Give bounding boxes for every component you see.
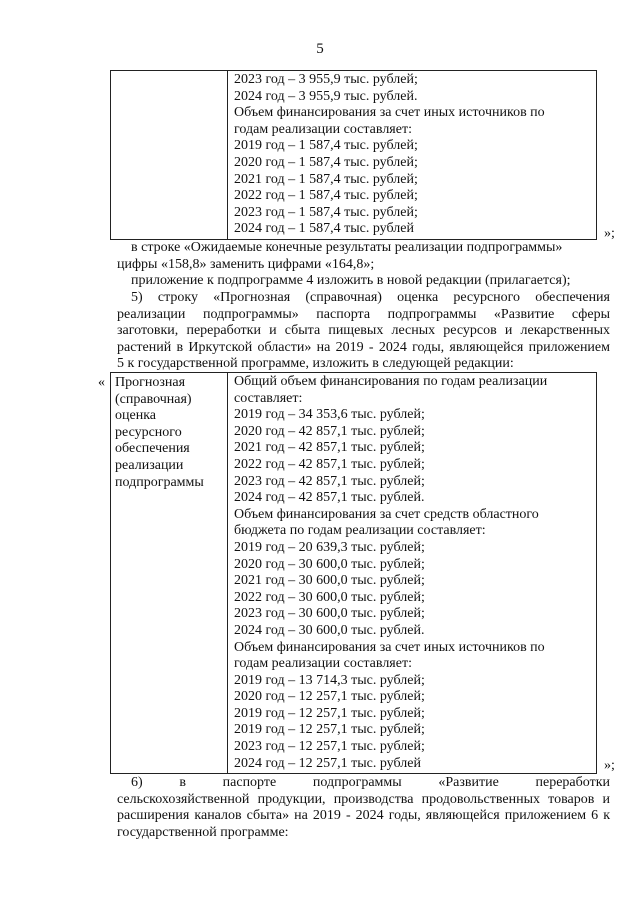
- table-line: 2019 год – 12 257,1 тыс. рублей;: [234, 722, 425, 738]
- table-line: 2020 год – 1 587,4 тыс. рублей;: [234, 154, 418, 170]
- table-line: 2023 год – 12 257,1 тыс. рублей;: [234, 739, 425, 755]
- paragraph-item-6: [117, 775, 610, 841]
- table-line: 2023 год – 3 955,9 тыс. рублей;: [234, 72, 418, 87]
- table-line: 2024 год – 42 857,1 тыс. рублей.: [234, 490, 425, 506]
- paragraph-line: в строке «Ожидаемые конечные результаты реализации подпрограммы»: [131, 240, 563, 255]
- paragraph-item-5: [117, 290, 610, 373]
- table-line: 2024 год – 1 587,4 тыс. рублей: [234, 221, 414, 237]
- table-left-cell-empty: [111, 71, 228, 240]
- table-line: Объем финансирования за счет иных источников по: [234, 639, 545, 655]
- paragraph-appendix: [131, 273, 610, 290]
- table-line: годам реализации составляет:: [234, 121, 412, 137]
- paragraph-line: приложение к подпрограмме 4 изложить в новой редакции (прилагается);: [131, 273, 571, 288]
- table-line: 2024 год – 3 955,9 тыс. рублей.: [234, 88, 418, 104]
- table-line: 2019 год – 12 257,1 тыс. рублей;: [234, 705, 425, 721]
- table-right-cell: [228, 373, 597, 774]
- financing-table-forecast: [110, 372, 597, 774]
- row-label-line: подпрограммы: [115, 474, 204, 490]
- table-line: 2021 год – 42 857,1 тыс. рублей;: [234, 440, 425, 456]
- table-line: 2019 год – 20 639,3 тыс. рублей;: [234, 539, 425, 555]
- table-line: составляет:: [234, 390, 303, 406]
- paragraph-line: государственной программе:: [117, 824, 289, 840]
- financing-table-continued: [110, 70, 597, 240]
- paragraph-line: 5 к государственной программе, изложить в следующей редакции:: [117, 356, 514, 372]
- table-line: 2021 год – 30 600,0 тыс. рублей;: [234, 573, 425, 589]
- table-line: 2020 год – 30 600,0 тыс. рублей;: [234, 556, 425, 572]
- table-line: 2020 год – 12 257,1 тыс. рублей;: [234, 689, 425, 705]
- page-number: 5: [316, 41, 324, 57]
- table-line: 2023 год – 30 600,0 тыс. рублей;: [234, 606, 425, 622]
- paragraph-line: реализации подпрограммы» паспорта подпрограммы «Развитие сферы: [117, 306, 610, 322]
- table-line: 2022 год – 1 587,4 тыс. рублей;: [234, 188, 418, 204]
- row-label-line: (справочная): [115, 391, 192, 407]
- paragraph-line: 5) строку «Прогнозная (справочная) оценка ресурсного обеспечения: [131, 290, 610, 305]
- paragraph-line: сельскохозяйственной продукции, производства продовольственных товаров и: [117, 791, 610, 807]
- paragraph-line: цифры «158,8» заменить цифрами «164,8»;: [117, 256, 375, 272]
- table-line: 2019 год – 13 714,3 тыс. рублей;: [234, 672, 425, 688]
- row-label-line: оценка: [115, 408, 157, 424]
- row-label-line: обеспечения: [115, 441, 190, 457]
- paragraph-line: растений в Иркутской области» на 2019 - 2024 годы, являющейся приложением: [117, 339, 610, 355]
- table-line: 2023 год – 42 857,1 тыс. рублей;: [234, 473, 425, 489]
- paragraph-line: 6) в паспорте подпрограммы «Развитие переработки: [131, 775, 610, 790]
- table-left-cell: [111, 373, 228, 774]
- table-line: 2020 год – 42 857,1 тыс. рублей;: [234, 423, 425, 439]
- table-line: Объем финансирования за счет средств областного: [234, 506, 539, 522]
- paragraph-line: расширения каналов сбыта» на 2019 - 2024 годы, являющейся приложением 6 к: [117, 808, 610, 824]
- table-line: 2023 год – 1 587,4 тыс. рублей;: [234, 204, 418, 220]
- table-line: 2021 год – 1 587,4 тыс. рублей;: [234, 171, 418, 187]
- row-label-line: реализации: [115, 457, 184, 473]
- row-label-line: ресурсного: [115, 424, 182, 440]
- table-line: 2019 год – 1 587,4 тыс. рублей;: [234, 138, 418, 154]
- table-line: 2024 год – 12 257,1 тыс. рублей: [234, 755, 421, 771]
- closing-quote-2: »;: [604, 758, 615, 773]
- table-line: годам реализации составляет:: [234, 656, 412, 672]
- table-line: 2024 год – 30 600,0 тыс. рублей.: [234, 622, 425, 638]
- table-right-cell: [228, 71, 597, 240]
- table-line: Объем финансирования за счет иных источников по: [234, 105, 545, 121]
- table-line: 2022 год – 42 857,1 тыс. рублей;: [234, 456, 425, 472]
- row-label-line: Прогнозная: [115, 375, 186, 390]
- closing-quote-1: »;: [604, 226, 615, 241]
- table-line: 2022 год – 30 600,0 тыс. рублей;: [234, 589, 425, 605]
- table-line: Общий объем финансирования по годам реализации: [234, 374, 548, 389]
- table-line: 2019 год – 34 353,6 тыс. рублей;: [234, 407, 425, 423]
- opening-quote: «: [98, 375, 105, 390]
- table-line: бюджета по годам реализации составляет:: [234, 523, 486, 539]
- paragraph-line: заготовки, переработки и сбыта пищевых лесных ресурсов и лекарственных: [117, 323, 610, 339]
- paragraph-results: [117, 240, 610, 273]
